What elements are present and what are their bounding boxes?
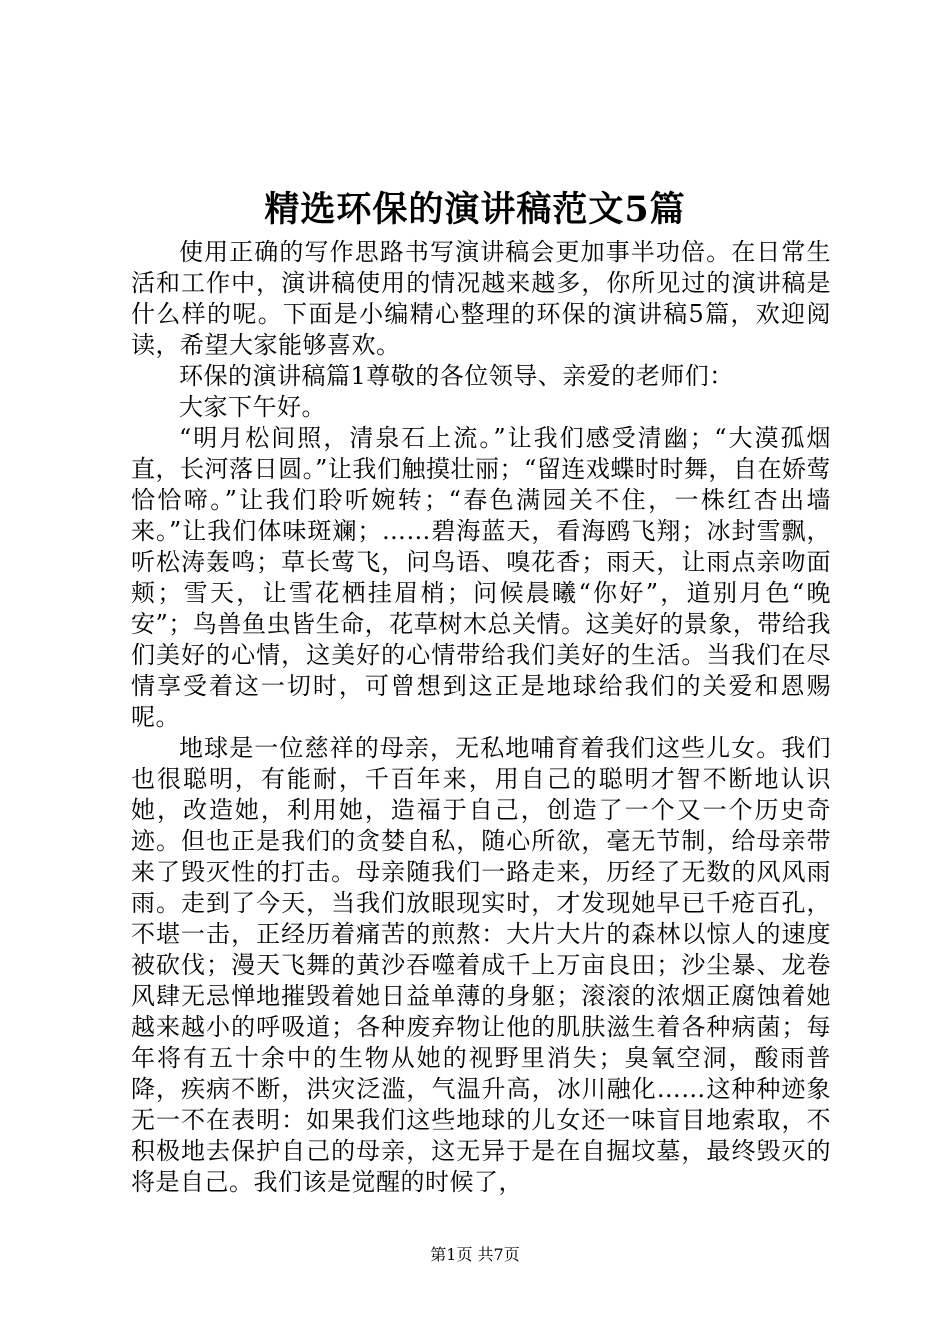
paragraph-greeting: 大家下午好。 (179, 393, 326, 421)
paragraph-earth-mother: 地球是一位慈祥的母亲，无私地哺育着我们这些儿女。我们也很聪明，有能耐，千百年来，用自己的聪明才智不断地认识她，改造她，利用她，造福于自己，创造了一个又一个历史奇迹。但也正是我们的贪婪自私，随心所欲，毫无节制，给母亲带来了毁灭性的打击。母亲随我们一路走来，历经了无数的风风雨雨。走到了今天，当我们放眼现实时，才发现她早已千疮百孔，不堪一击，正经历着痛苦的煎熬：大片大片的森林以惊人的速度被砍伐；漫天飞舞的黄沙吞噬着成千上万亩良田；沙尘暴、龙卷风肆无忌惮地摧毁着她日益单薄的身躯；滚滚的浓烟正腐蚀着她越来越小的呼吸道；各种废弃物让他的肌肤滋生着各种病菌；每年将有五十余中的生物从她的视野里消失；臭氧空洞，酸雨普降，疾病不断，洪灾泛滥，气温升高，冰川融化……这种种迹象无一不在表明：如果我们这些地球的儿女还一味盲目地索取，不积极地去保护自己的母亲，这无异于是在自掘坟墓，最终毁灭的将是自己。我们该是觉醒的时候了， (131, 734, 831, 1196)
paragraph-speech-heading: 环保的演讲稿篇1尊敬的各位领导、亲爱的老师们： (179, 362, 734, 390)
document-title: 精选环保的演讲稿范文5篇 (264, 189, 686, 230)
paragraph-intro: 使用正确的写作思路书写演讲稿会更加事半功倍。在日常生活和工作中，演讲稿使用的情况越来越多，你所见过的演讲稿是什么样的呢。下面是小编精心整理的环保的演讲稿5篇，欢迎阅读，希望大家能够喜欢。 (131, 238, 831, 359)
document-body (131, 237, 831, 1198)
paragraph-poetry: “明月松间照，清泉石上流。”让我们感受清幽；“大漠孤烟直，长河落日圆。”让我们触摸壮丽；“留连戏蝶时时舞，自在娇莺恰恰啼。”让我们聆听婉转；“春色满园关不住，一株红杏出墙来。”让我们体味斑斓；……碧海蓝天，看海鸥飞翔；冰封雪飘，听松涛轰鸣；草长莺飞，问鸟语、嗅花香；雨天，让雨点亲吻面颊；雪天，让雪花栖挂眉梢；问候晨曦“你好”，道别月色“晚安”；鸟兽鱼虫皆生命，花草树木总关情。这美好的景象，带给我们美好的心情，这美好的心情带给我们美好的生活。当我们在尽情享受着这一切时，可曾想到这正是地球给我们的关爱和恩赐呢。 (131, 424, 831, 731)
page-number-footer: 第1页 共7页 (430, 1245, 520, 1264)
